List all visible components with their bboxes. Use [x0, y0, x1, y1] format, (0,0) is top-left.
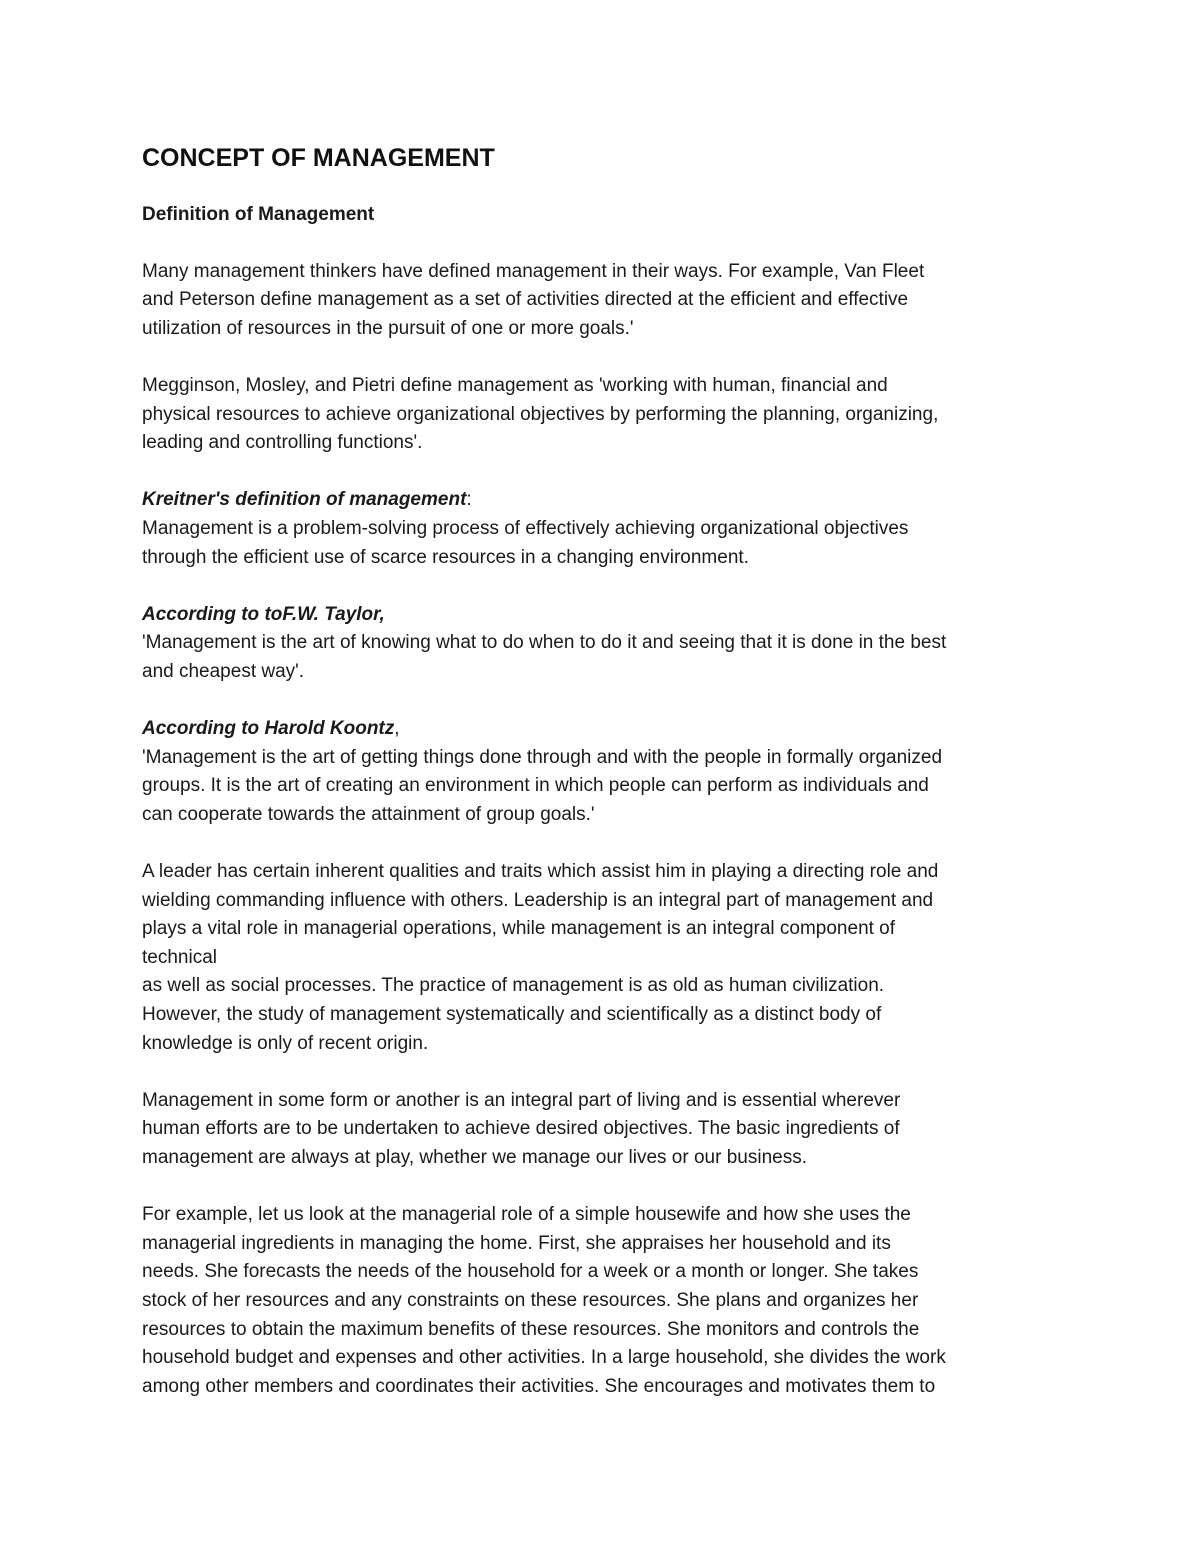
text-line: Megginson, Mosley, and Pietri define management as 'working with human, financial and: [142, 374, 888, 396]
document-title: CONCEPT OF MANAGEMENT: [142, 144, 495, 172]
text-line: leading and controlling functions'.: [142, 432, 423, 454]
text-line: managerial ingredients in managing the home. First, she appraises her household and its: [142, 1232, 891, 1254]
text-line: among other members and coordinates their activities. She encourages and motivates them to: [142, 1375, 936, 1397]
text-line: Many management thinkers have defined management in their ways. For example, Van Fleet: [142, 260, 925, 282]
text-line: However, the study of management systematically and scientifically as a distinct body of: [142, 1004, 882, 1026]
text-line: can cooperate towards the attainment of group goals.': [142, 803, 595, 825]
paragraph-taylor: [142, 601, 1072, 687]
lead-punctuation: ,: [394, 718, 400, 740]
definition-lead-line: [142, 715, 1072, 744]
definition-lead: According to Harold Koontz: [142, 718, 395, 740]
text-line: plays a vital role in managerial operations, while management is an integral component of: [142, 918, 896, 940]
text-line: through the efficient use of scarce resources in a changing environment.: [142, 546, 749, 568]
text-line: groups. It is the art of creating an environment in which people can perform as individuals and: [142, 775, 929, 797]
text-line: knowledge is only of recent origin.: [142, 1032, 429, 1054]
text-line: physical resources to achieve organizational objectives by performing the planning, organizing,: [142, 403, 939, 425]
text-line: and cheapest way'.: [142, 660, 305, 682]
definition-lead: According to toF.W. Taylor,: [142, 603, 385, 625]
text-line: Management is a problem-solving process of effectively achieving organizational objectives: [142, 517, 909, 539]
paragraph-koontz: [142, 715, 1072, 829]
lead-punctuation: :: [466, 489, 472, 511]
text-line: management are always at play, whether we manage our lives or our business.: [142, 1147, 807, 1168]
paragraph-van-fleet: [142, 258, 1072, 344]
text-line: Management in some form or another is an integral part of living and is essential wherever: [142, 1089, 901, 1111]
section-heading: Definition of Management: [142, 204, 375, 225]
text-line: and Peterson define management as a set of activities directed at the efficient and effective: [142, 289, 909, 311]
paragraph-leadership: [142, 858, 1072, 1058]
document-page: [142, 142, 1072, 1430]
text-line: technical: [142, 946, 217, 968]
text-line: A leader has certain inherent qualities and traits which assist him in playing a directing role and: [142, 861, 939, 883]
definition-lead: Kreitner's definition of management: [142, 489, 467, 511]
text-line: 'Management is the art of getting things done through and with the people in formally organized: [142, 746, 943, 768]
paragraph-living: [142, 1087, 1072, 1173]
definition-lead-line: [142, 486, 1072, 515]
text-line: 'Management is the art of knowing what to do when to do it and seeing that it is done in the best: [142, 632, 947, 654]
text-line: resources to obtain the maximum benefits of these resources. She monitors and controls the: [142, 1318, 920, 1340]
text-line: needs. She forecasts the needs of the household for a week or a month or longer. She takes: [142, 1261, 919, 1283]
text-line: human efforts are to be undertaken to achieve desired objectives. The basic ingredients of: [142, 1118, 900, 1140]
paragraph-megginson: [142, 372, 1072, 458]
text-line: stock of her resources and any constraints on these resources. She plans and organizes her: [142, 1289, 919, 1311]
text-line: utilization of resources in the pursuit of one or more goals.': [142, 317, 634, 339]
text-line: wielding commanding influence with others. Leadership is an integral part of management and: [142, 889, 934, 911]
text-line: household budget and expenses and other activities. In a large household, she divides the work: [142, 1347, 946, 1369]
text-line: For example, let us look at the managerial role of a simple housewife and how she uses the: [142, 1204, 911, 1226]
paragraph-housewife: [142, 1201, 1072, 1401]
text-line: as well as social processes. The practice of management is as old as human civilization.: [142, 975, 885, 997]
paragraph-kreitner: [142, 486, 1072, 572]
